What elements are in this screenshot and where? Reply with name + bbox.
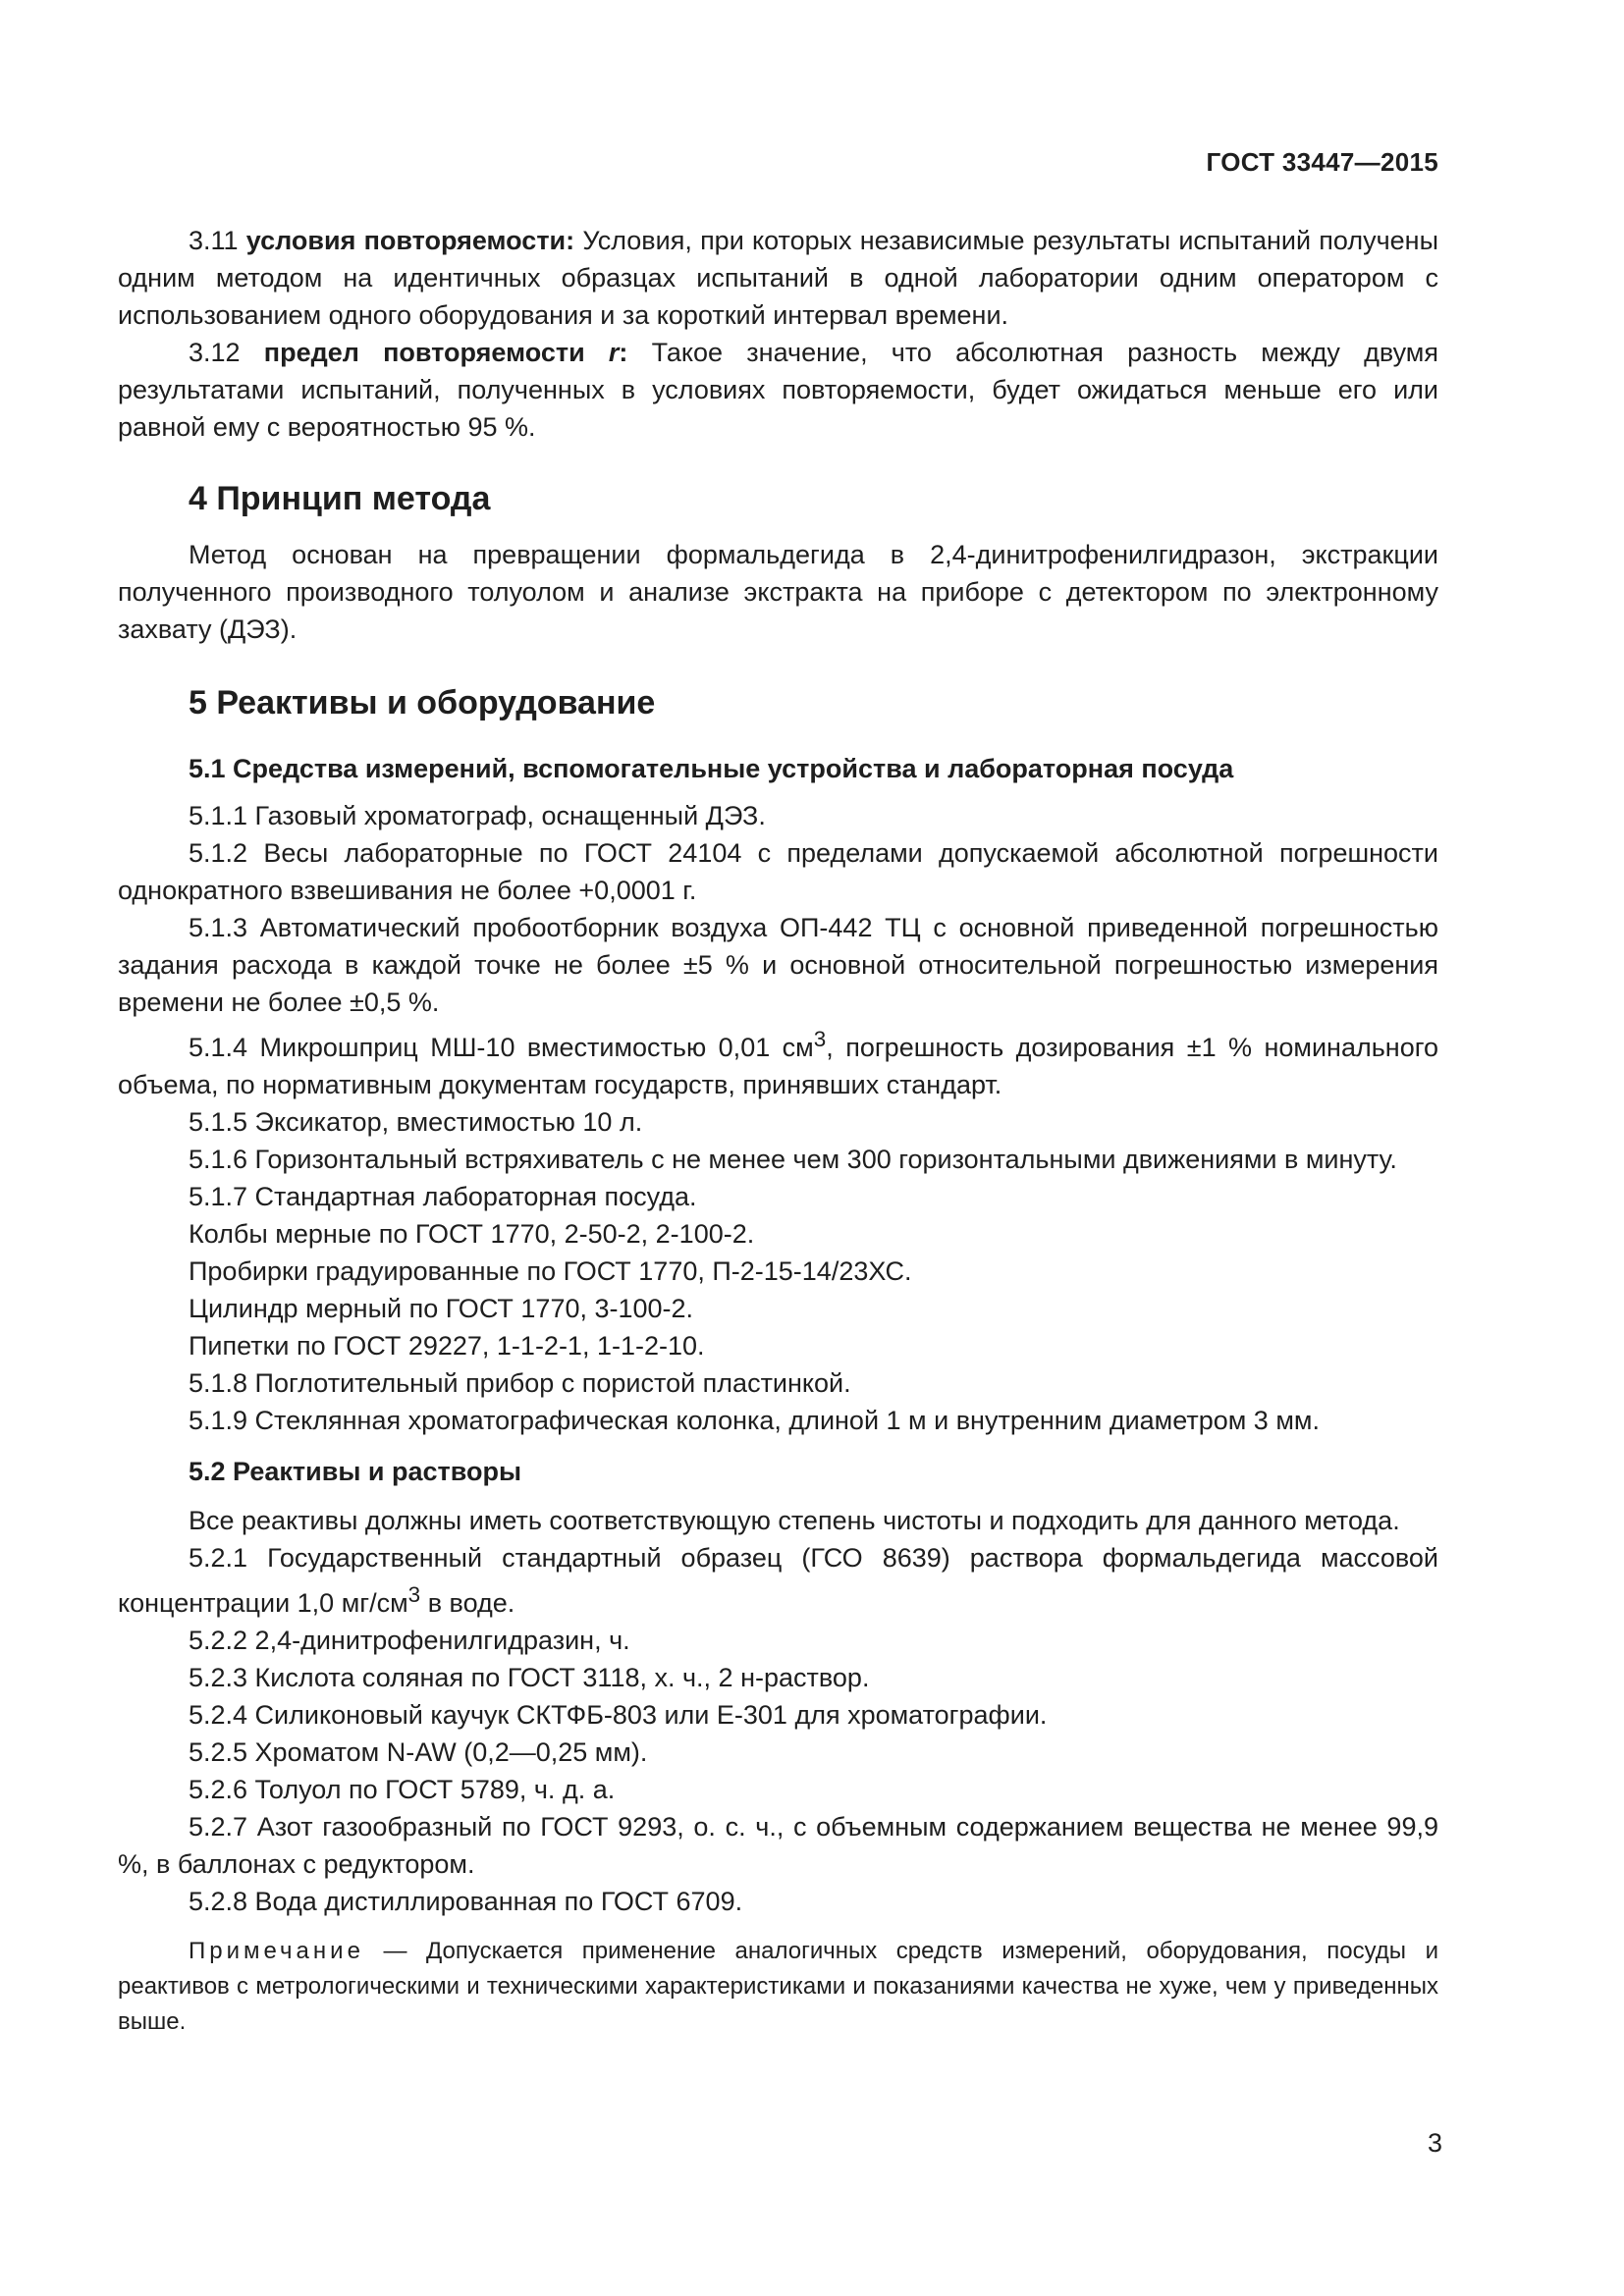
term: предел повторяемости	[263, 338, 585, 367]
term: условия повторяемости:	[245, 226, 575, 255]
item-5-2-2: 5.2.2 2,4-динитрофенилгидразин, ч.	[189, 1626, 630, 1655]
subsection-5-2-heading: 5.2 Реактивы и растворы	[189, 1457, 522, 1486]
section-5-heading: 5 Реактивы и оборудование	[189, 684, 656, 721]
glassware-pipettes: Пипетки по ГОСТ 29227, 1-1-2-1, 1-1-2-10.	[189, 1331, 705, 1361]
subsection-5-2-intro: Все реактивы должны иметь соответствующую степень чистоты и подходить для данного метода.	[189, 1506, 1400, 1535]
item-5-1-4: 5.1.4 Микрошприц МШ-10 вместимостью 0,01 $см^3$, погрешность дозирования ±1 % номинального объема, по нормативным документам государств, принявших стандарт.	[118, 1027, 1438, 1099]
section-4-heading: 4 Принцип метода	[189, 480, 491, 517]
document-id-header: ГОСТ 33447—2015	[1206, 147, 1438, 177]
item-5-1-7: 5.1.7 Стандартная лабораторная посуда.	[189, 1182, 697, 1211]
item-5-1-5: 5.1.5 Эксикатор, вместимостью 10 л.	[189, 1107, 643, 1137]
glassware-flasks: Колбы мерные по ГОСТ 1770, 2-50-2, 2-100-2.	[189, 1219, 755, 1249]
clause-3-11	[118, 222, 1438, 334]
item-5-2-4: 5.2.4 Силиконовый каучук СКТФБ-803 или Е-301 для хроматографии.	[189, 1700, 1048, 1730]
subsection-5-1-heading: 5.1 Средства измерений, вспомогательные устройства и лабораторная посуда	[189, 754, 1234, 783]
item-5-1-1: 5.1.1 Газовый хроматограф, оснащенный ДЭЗ.	[189, 801, 766, 830]
glassware-tubes: Пробирки градуированные по ГОСТ 1770, П-2-15-14/23ХС.	[189, 1256, 912, 1286]
note-text: — Допускается применение аналогичных средств измерений, оборудования, посуды и реактивов с метрологическими и техническими характеристиками и показаниями качества не хуже, чем у приведенных выше.	[118, 1938, 1438, 2035]
item-5-1-2: 5.1.2 Весы лабораторные по ГОСТ 24104 с пределами допускаемой абсолютной погрешности однократного взвешивания не более +0,0001 г.	[118, 838, 1438, 905]
item-5-2-8: 5.2.8 Вода дистиллированная по ГОСТ 6709.	[189, 1887, 743, 1916]
item-5-1-6: 5.1.6 Горизонтальный встряхиватель с не менее чем 300 горизонтальными движениями в минуту.	[189, 1145, 1397, 1174]
item-5-2-5: 5.2.5 Хроматом N-AW (0,2—0,25 мм).	[189, 1737, 648, 1767]
term-symbol: r	[608, 338, 620, 367]
item-5-1-8: 5.1.8 Поглотительный прибор с пористой пластинкой.	[189, 1368, 851, 1398]
clause-3-12: 3.12 предел повторяемости r: Такое значение, что абсолютная разность между двумя результатами испытаний, полученных в условиях повторяемости, будет ожидаться меньше его или равной ему с вероятностью 95 %.	[118, 338, 1438, 442]
note	[118, 1934, 1438, 2040]
glassware-cylinder: Цилиндр мерный по ГОСТ 1770, 3-100-2.	[189, 1294, 694, 1323]
page-number: 3	[1427, 2128, 1442, 2158]
clause-number: 3.12	[189, 338, 241, 367]
item-5-2-7: 5.2.7 Азот газообразный по ГОСТ 9293, о. с. ч., с объемным содержанием вещества не менее 99,9 %, в баллонах с редуктором.	[118, 1812, 1438, 1879]
superscript: 3	[407, 1582, 421, 1607]
superscript: 3	[813, 1027, 827, 1051]
definition: Условия, при которых независимые результаты испытаний получены одним методом на идентичных образцах испытаний в одной лаборатории одним оператором с использованием одного оборудования и за короткий интервал времени.	[118, 226, 1438, 330]
item-5-1-3: 5.1.3 Автоматический пробоотборник воздуха ОП-442 ТЦ с основной приведенной погрешностью задания расхода в каждой точке не более ±5 % и основной относительной погрешностью измерения времени не более ±0,5 %.	[118, 913, 1438, 1017]
clause-number: 3.11	[189, 226, 239, 255]
item-5-2-3: 5.2.3 Кислота соляная по ГОСТ 3118, х. ч., 2 н-раствор.	[189, 1663, 870, 1692]
definition: Такое значение, что абсолютная разность между двумя результатами испытаний, полученных в условиях повторяемости, будет ожидаться меньше его или равной ему с вероятностью 95 %.	[118, 338, 1438, 442]
item-5-2-1: 5.2.1 Государственный стандартный образец (ГСО 8639) раствора формальдегида массовой концентрации 1,0 $мг/см^3$ в воде.	[118, 1543, 1438, 1618]
page-body	[118, 222, 1438, 2040]
note-label: Примечание	[189, 1938, 364, 1964]
section-4-text: Метод основан на превращении формальдегида в 2,4-динитрофенилгидразон, экстракции полученного производного толуолом и анализе экстракта на приборе с детектором по электронному захвату (ДЭЗ).	[118, 540, 1438, 644]
item-5-2-6: 5.2.6 Толуол по ГОСТ 5789, ч. д. а.	[189, 1775, 616, 1804]
item-5-1-9: 5.1.9 Стеклянная хроматографическая колонка, длиной 1 м и внутренним диаметром 3 мм.	[189, 1406, 1320, 1435]
